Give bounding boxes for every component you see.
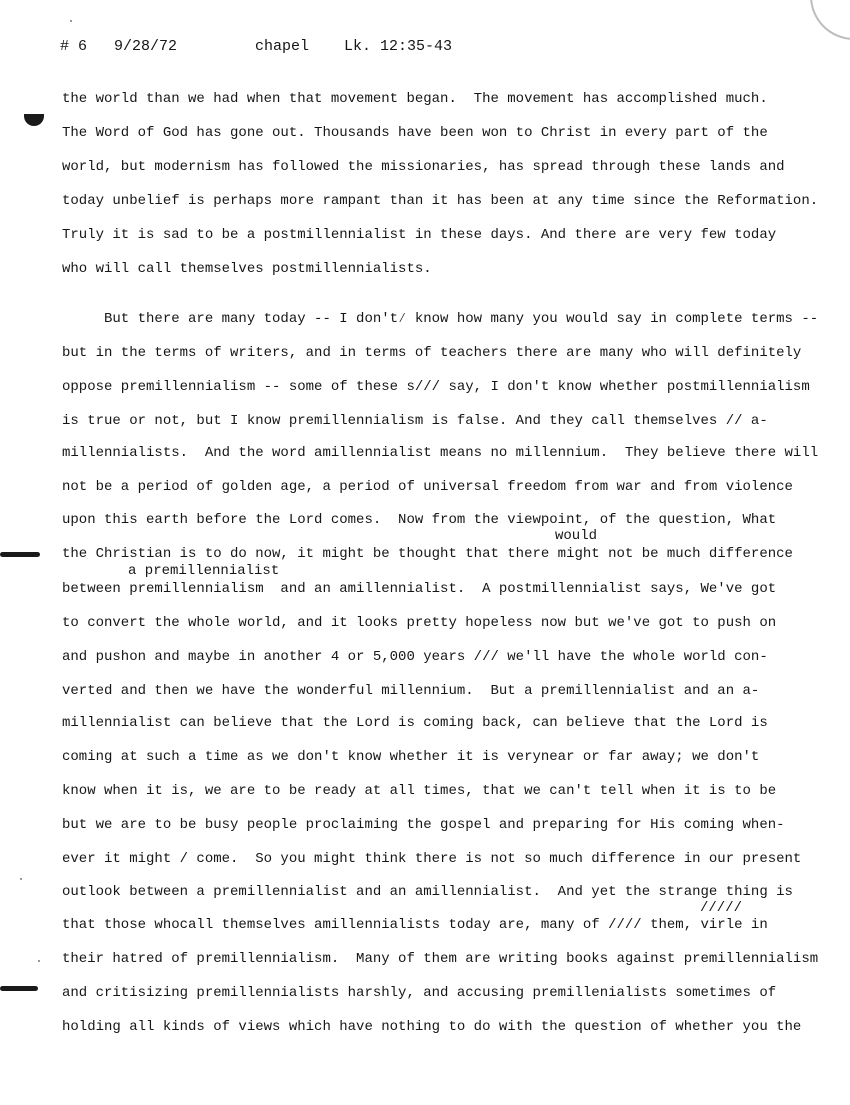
scripture-reference: Lk. 12:35-43	[344, 38, 453, 55]
text-line: But there are many today -- I don't⁄ know how many you would say in complete terms --	[62, 311, 819, 327]
page-corner-curl	[810, 0, 850, 40]
binder-hole-mark	[24, 114, 44, 126]
text-line: outlook between a premillennialist and an amillennialist. And yet the strange thing is	[62, 884, 793, 900]
text-line: oppose premillennialism -- some of these s/// say, I don't know whether postmillennialism	[62, 379, 810, 395]
text-line: their hatred of premillennialism. Many of them are writing books against premillennialism	[62, 951, 819, 967]
text-line: verted and then we have the wonderful millennium. But a premillennialist and an a-	[62, 683, 760, 699]
paper-speck	[38, 960, 40, 962]
text-line: coming at such a time as we don't know whether it is verynear or far away; we don't	[62, 749, 760, 765]
overstrike-mark: /////	[700, 900, 743, 916]
binder-mark	[0, 986, 38, 991]
paper-speck	[20, 878, 22, 880]
text-line: Truly it is sad to be a postmillennialist in these days. And there are very few today	[62, 227, 777, 243]
text-line: between premillennialism and an amillennialist. A postmillennialist says, We've got	[62, 581, 777, 597]
text-line: millennialist can believe that the Lord is coming back, can believe that the Lord is	[62, 715, 768, 731]
text-line: upon this earth before the Lord comes. Now from the viewpoint, of the question, What	[62, 512, 777, 528]
text-line: millennialists. And the word amillennialist means no millennium. They believe there will	[62, 445, 819, 461]
text-line: holding all kinds of views which have nothing to do with the question of whether you the	[62, 1019, 802, 1035]
text-line: The Word of God has gone out. Thousands have been won to Christ in every part of the	[62, 125, 768, 141]
text-line: and critisizing premillennialists harshly, and accusing premillenialists sometimes of	[62, 985, 777, 1001]
text-line: the Christian is to do now, it might be thought that there might not be much difference	[62, 546, 793, 562]
inserted-phrase-premillennialist: a premillennialist	[128, 563, 280, 579]
text-line: know when it is, we are to be ready at all times, that we can't tell when it is to be	[62, 783, 777, 799]
text-line: today unbelief is perhaps more rampant than it has been at any time since the Reformation.	[62, 193, 819, 209]
text-line: but we are to be busy people proclaiming the gospel and preparing for His coming when-	[62, 817, 785, 833]
binder-mark	[0, 552, 40, 557]
text-line: but in the terms of writers, and in terms of teachers there are many who will definitely	[62, 345, 802, 361]
sermon-place: chapel	[255, 38, 310, 55]
text-line: not be a period of golden age, a period of universal freedom from war and from violence	[62, 479, 793, 495]
text-line: the world than we had when that movement began. The movement has accomplished much.	[62, 91, 768, 107]
text-line: and pushon and maybe in another 4 or 5,000 years /// we'll have the whole world con-	[62, 649, 768, 665]
inserted-word-would: would	[555, 528, 598, 544]
paper-speck	[70, 20, 72, 22]
sermon-date: 9/28/72	[114, 38, 178, 55]
text-line: ever it might / come. So you might think there is not so much difference in our present	[62, 851, 802, 867]
text-line: that those whocall themselves amillennialists today are, many of //// them, virle in	[62, 917, 768, 933]
sermon-number: # 6	[60, 38, 88, 55]
text-line: world, but modernism has followed the missionaries, has spread through these lands and	[62, 159, 785, 175]
text-line: who will call themselves postmillennialists.	[62, 261, 432, 277]
text-line: is true or not, but I know premillennialism is false. And they call themselves // a-	[62, 413, 768, 429]
text-line: to convert the whole world, and it looks pretty hopeless now but we've got to push on	[62, 615, 777, 631]
